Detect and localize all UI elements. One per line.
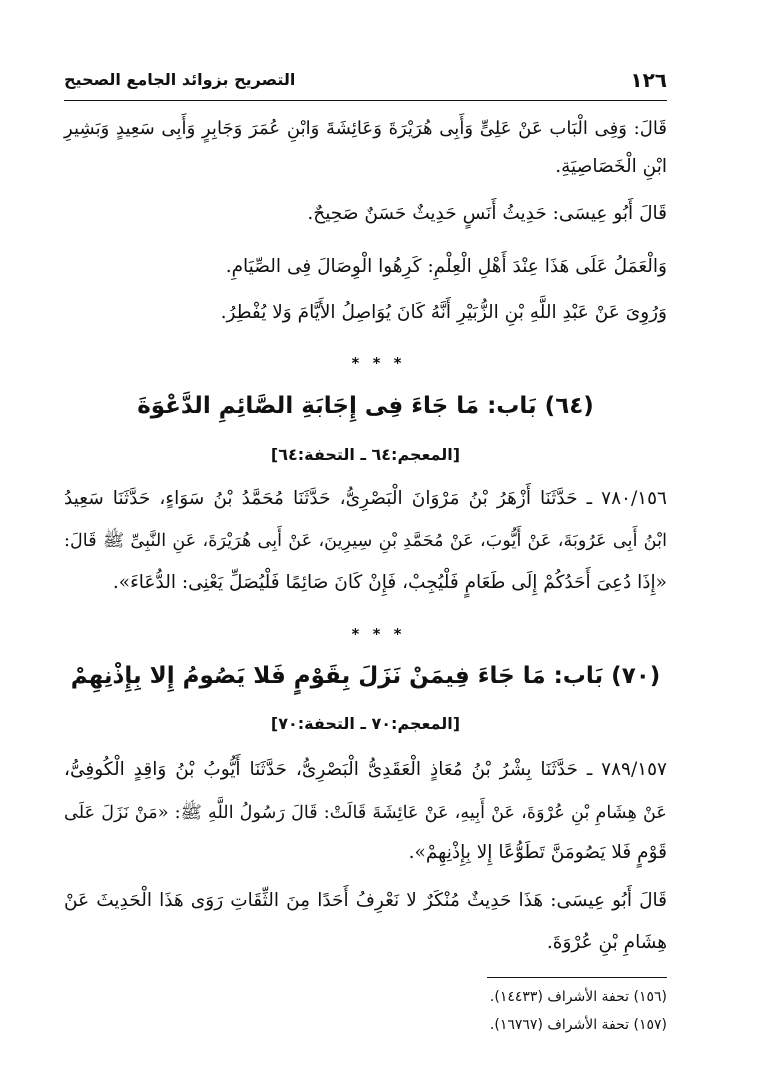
text-line: هِشَامِ بْنِ عُرْوَةَ.: [546, 932, 667, 953]
text-line: وَالْعَمَلُ عَلَى هَذَا عِنْدَ أَهْلِ الْعِلْمِ: كَرِهُوا الْوِصَالَ فِى الصِّيَامِ.: [225, 256, 667, 277]
chapter-heading: (٧٠) بَاب: مَا جَاءَ فِيمَنْ نَزَلَ بِقَوْمٍ فَلا يَصُومُ إِلا بِإِذْنِهِمْ: [70, 663, 661, 689]
footnote: (١٥٧) تحفة الأشراف (١٦٧٦٧).: [489, 1017, 667, 1033]
hadith-line: ٧٨٠/١٥٦ ـ حَدَّثَنَا أَزْهَرُ بْنُ مَرْوَانَ الْبَصْرِىُّ، حَدَّثَنَا مُحَمَّدُ بْنُ سَوَاءٍ، حَدَّثَنَا سَعِيدُ: [64, 488, 667, 509]
footnote: (١٥٦) تحفة الأشراف (١٤٤٣٣).: [489, 989, 667, 1005]
chapter-heading: (٦٤) بَاب: مَا جَاءَ فِى إِجَابَةِ الصَّائِمِ الدَّعْوَةَ: [137, 393, 594, 419]
footnote-divider: [487, 977, 667, 978]
text-line: قَالَ: وَفِى الْبَاب عَنْ عَلِىٍّ وَأَبِى هُرَيْرَةَ وَعَائِشَةَ وَابْنِ عُمَرَ وَجَابِرٍ وَأَبِى سَعِيدٍ وَبَشِيرِ: [64, 118, 667, 139]
running-title: التصريح بزوائد الجامع الصحيح: [64, 70, 296, 89]
running-header: [64, 66, 667, 101]
chapter-reference: [المعجم:٦٤ ـ التحفة:٦٤]: [270, 445, 461, 464]
text-line: قَالَ أَبُو عِيسَى: حَدِيثُ أَنَسٍ حَدِيثٌ حَسَنٌ صَحِيحٌ.: [307, 203, 667, 224]
hadith-line: ابْنُ أَبِى عَرُوبَةَ، عَنْ أَيُّوبَ، عَنْ مُحَمَّدِ بْنِ سِيرِينَ، عَنْ أَبِى هُرَيْرَةَ، عَنِ النَّبِىِّ ﷺ قَالَ:: [64, 531, 667, 551]
text-line: ابْنِ الْخَصَاصِيَةِ.: [555, 156, 667, 177]
chapter-reference: [المعجم:٧٠ ـ التحفة:٧٠]: [270, 714, 461, 733]
text-line: قَالَ أَبُو عِيسَى: هَذَا حَدِيثٌ مُنْكَرٌ لا نَعْرِفُ أَحَدًا مِنَ الثِّقَاتِ رَوَى هَذَا الْحَدِيثَ عَنْ: [64, 890, 667, 911]
text-line: وَرُوِىَ عَنْ عَبْدِ اللَّهِ بْنِ الزُّبَيْرِ أَنَّهُ كَانَ يُوَاصِلُ الأَيَّامَ وَلا يُفْطِرُ.: [220, 302, 667, 323]
hadith-line: عَنْ هِشَامِ بْنِ عُرْوَةَ، عَنْ أَبِيهِ، عَنْ عَائِشَةَ قَالَتْ: قَالَ رَسُولُ اللَّهِ ﷺ: «مَنْ نَزَلَ عَلَى: [64, 803, 667, 823]
section-separator: * * *: [351, 354, 406, 372]
hadith-line: «إِذَا دُعِىَ أَحَدُكُمْ إِلَى طَعَامٍ فَلْيُجِبْ، فَإِنْ كَانَ صَائِمًا فَلْيُصَلِّ يَعْنِى: الدُّعَاءَ».: [112, 572, 667, 593]
hadith-line: ٧٨٩/١٥٧ ـ حَدَّثَنَا بِشْرُ بْنُ مُعَاذٍ الْعَقَدِىُّ الْبَصْرِىُّ، حَدَّثَنَا أَيُّوبُ بْنُ وَاقِدٍ الْكُوفِىُّ،: [64, 759, 667, 780]
page-number: ١٢٦: [630, 68, 667, 92]
section-separator: * * *: [351, 625, 406, 643]
hadith-line: قَوْمٍ فَلا يَصُومَنَّ تَطَوُّعًا إِلا بِإِذْنِهِمْ».: [408, 842, 667, 863]
